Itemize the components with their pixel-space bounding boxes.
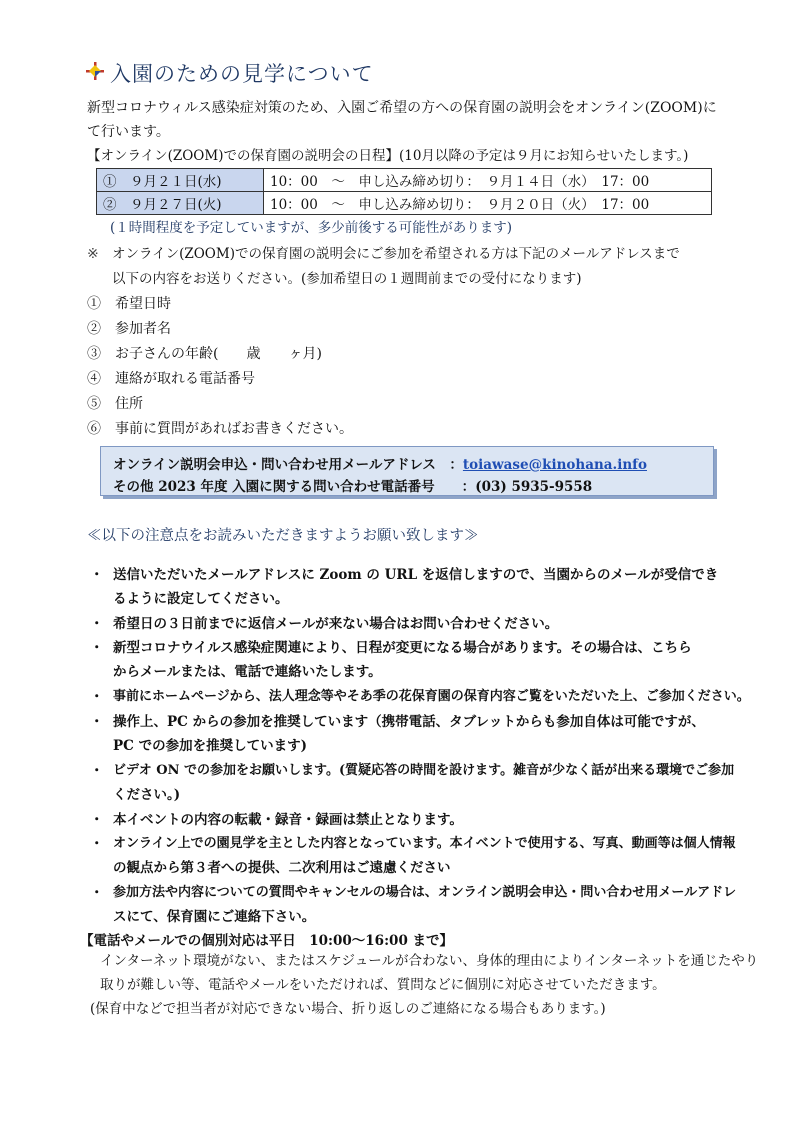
table-row bbox=[97, 192, 712, 215]
individual-line: 取りが難しい等、電話やメールをいただければ、質問などに個別に対応させていただきます。 bbox=[100, 977, 666, 993]
individual-heading: 【電話やメールでの個別対応は平日 10:00～16:00 まで】 bbox=[80, 933, 454, 949]
schedule-date: ② ９月２７日(火) bbox=[97, 192, 264, 215]
note-mark: ※ bbox=[87, 246, 99, 262]
bullet-dot: ・ bbox=[90, 616, 104, 632]
bullet-dot: ・ bbox=[90, 640, 104, 656]
bullet-dot: ・ bbox=[90, 714, 104, 730]
page-title: 入園のための見学について bbox=[110, 62, 374, 86]
bullet-dot: ・ bbox=[90, 836, 104, 852]
apply-line: 以下の内容をお送りください。(参加希望日の１週間前までの受付になります) bbox=[112, 271, 582, 287]
bullet-text: るように設定してください。 bbox=[113, 591, 289, 607]
table-row bbox=[97, 169, 712, 192]
list-item: ② 参加者名 bbox=[87, 321, 171, 337]
bullet-text: スにて、保育園にご連絡下さい。 bbox=[113, 909, 316, 925]
bullet-dot: ・ bbox=[90, 812, 104, 828]
schedule-detail: 10：00 ～ 申し込み締め切り： ９月１４日（水） 17：00 bbox=[264, 169, 712, 192]
bullet-text: オンライン上での園見学を主とした内容となっています。本イベントで使用する、写真、動画等は個人情報 bbox=[113, 836, 736, 851]
phone-number: (03) 5935-9558 bbox=[475, 479, 593, 495]
list-item: ⑤ 住所 bbox=[87, 396, 143, 412]
schedule-header: 【オンライン(ZOOM)での保育園の説明会の日程】(10月以降の予定は９月にお知らせいたします。) bbox=[87, 148, 689, 164]
schedule-date: ① ９月２１日(水) bbox=[97, 169, 264, 192]
list-item: ① 希望日時 bbox=[87, 296, 171, 312]
bullet-text: ください。) bbox=[113, 787, 181, 803]
bullet-dot: ・ bbox=[90, 885, 104, 901]
diamond-bullet-icon bbox=[86, 62, 104, 80]
bullet-text: 希望日の３日前までに返信メールが来ない場合はお問い合わせください。 bbox=[113, 616, 559, 632]
list-item: ④ 連絡が取れる電話番号 bbox=[87, 371, 255, 387]
bullet-text: 新型コロナウイルス感染症関連により、日程が変更になる場合があります。その場合は、こちら bbox=[113, 640, 692, 656]
bullet-text: からメールまたは、電話で連絡いたします。 bbox=[113, 664, 382, 680]
individual-line: インターネット環境がない、またはスケジュールが合わない、身体的理由によりインターネットを通じたやり bbox=[100, 953, 759, 969]
bullet-text: 事前にホームページから、法人理念等やそあ季の花保育園の保育内容ご覧をいただいた上、ご参加ください。 bbox=[113, 689, 750, 704]
bullet-dot: ・ bbox=[90, 567, 104, 583]
schedule-table bbox=[96, 168, 712, 215]
list-item: ⑥ 事前に質問があればお書きください。 bbox=[87, 421, 353, 437]
bullet-text: 本イベントの内容の転載・録音・録画は禁止となります。 bbox=[113, 812, 463, 828]
intro-line: 新型コロナウィルス感染症対策のため、入園ご希望の方への保育園の説明会をオンライン(ZOOM)に bbox=[87, 100, 717, 116]
email-label: オンライン説明会申込・問い合わせ用メールアドレス ： bbox=[113, 457, 463, 473]
bullet-text: の観点から第３者への提供、二次利用はご遠慮ください bbox=[113, 860, 451, 876]
bullet-dot: ・ bbox=[90, 763, 104, 779]
bullet-dot: ・ bbox=[90, 689, 104, 705]
schedule-detail: 10：00 ～ 申し込み締め切り： ９月２０日（火） 17：00 bbox=[264, 192, 712, 215]
schedule-note: (１時間程度を予定していますが、多少前後する可能性があります) bbox=[110, 220, 513, 236]
individual-line: (保育中などで担当者が対応できない場合、折り返しのご連絡になる場合もあります。) bbox=[90, 1001, 606, 1017]
phone-label: その他 2023 年度 入園に関する問い合わせ電話番号 ： bbox=[113, 479, 476, 495]
bullet-text: PC での参加を推奨しています) bbox=[113, 738, 307, 754]
contact-box bbox=[100, 446, 714, 496]
apply-line: オンライン(ZOOM)での保育園の説明会にご参加を希望される方は下記のメールアドレスまで bbox=[112, 246, 680, 262]
bullet-text: 操作上、PC からの参加を推奨しています（携帯電話、タブレットからも参加自体は可能ですが、 bbox=[113, 714, 705, 730]
email-link[interactable]: toiawase@kinohana.info bbox=[462, 457, 647, 473]
bullet-text: 送信いただいたメールアドレスに Zoom の URL を返信しますので、当園からのメールが受信でき bbox=[113, 567, 719, 583]
intro-line: て行います。 bbox=[87, 124, 170, 140]
bullet-text: ビデオ ON での参加をお願いします。(質疑応答の時間を設けます。雑音が少なく話が出来る環境でご参加 bbox=[113, 763, 735, 778]
bullet-text: 参加方法や内容についての質問やキャンセルの場合は、オンライン説明会申込・問い合わせ用メールアドレ bbox=[113, 885, 737, 900]
notice-heading: ≪以下の注意点をお読みいただきますようお願い致します≫ bbox=[87, 528, 479, 544]
list-item: ③ お子さんの年齢( 歳 ヶ月) bbox=[87, 346, 322, 362]
